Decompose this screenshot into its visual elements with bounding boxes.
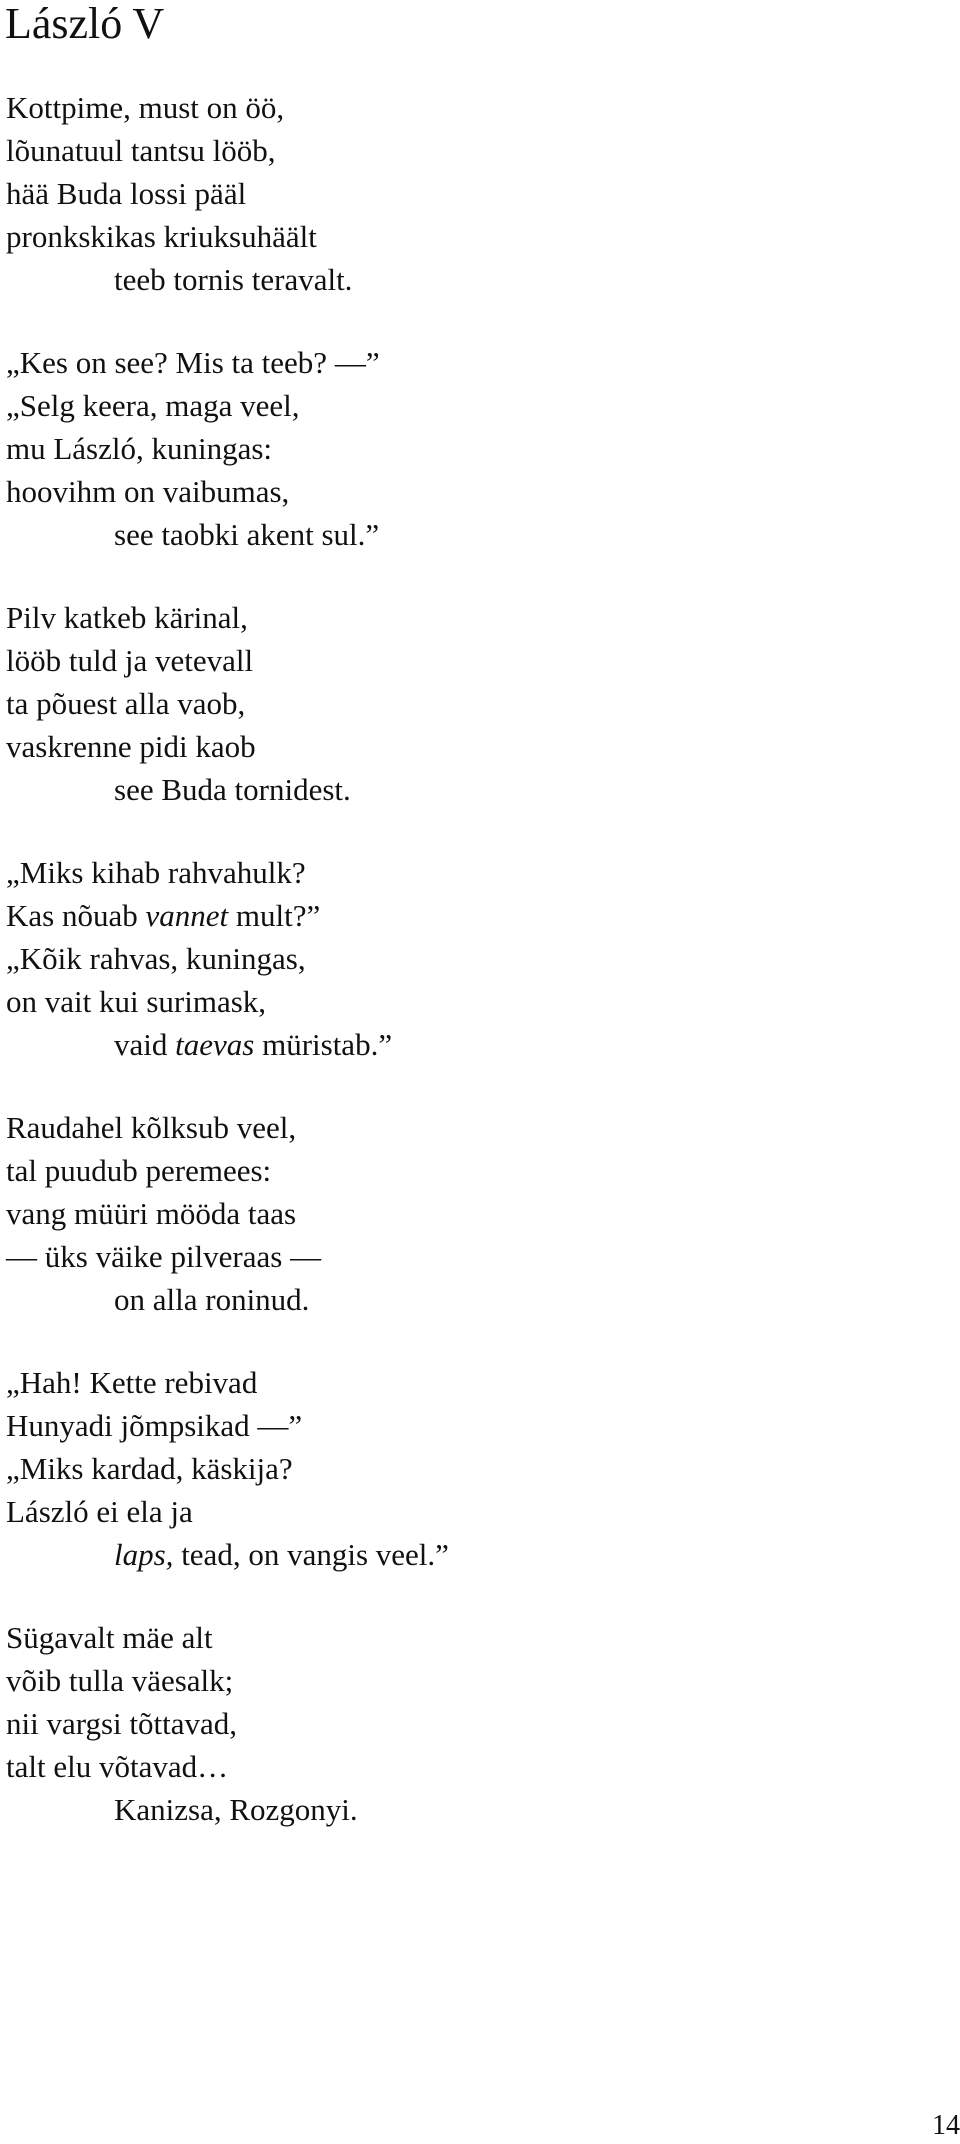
poem-line: lõunatuul tantsu lööb, [6, 133, 276, 168]
poem-line [6, 1533, 946, 1576]
poem-line: pronkskikas kriuksuhäält [6, 219, 317, 254]
poem-line: „Selg keera, maga veel, [6, 388, 300, 423]
poem-line: Sügavalt mäe alt [6, 1620, 213, 1655]
poem-line [6, 1023, 946, 1066]
poem-title: László V [5, 0, 165, 48]
poem-line: „Kes on see? Mis ta teeb? —” [6, 345, 380, 380]
poem-line: tal puudub peremees: [6, 1153, 272, 1188]
line-segment: tead, on vangis veel.” [173, 1537, 449, 1572]
emphasized-word: vannet [145, 898, 229, 933]
line-segment: mult?” [228, 898, 321, 933]
stanza [6, 1106, 946, 1321]
poem-line: nii vargsi tõttavad, [6, 1706, 238, 1741]
poem-line: on vait kui surimask, [6, 984, 267, 1019]
line-segment: müristab.” [254, 1027, 393, 1062]
poem-line: see taobki akent sul.” [114, 517, 380, 552]
poem-line: hää Buda lossi pääl [6, 176, 247, 211]
poem-line: see Buda tornidest. [114, 772, 351, 807]
poem-line: ta põuest alla vaob, [6, 686, 246, 721]
stanza [6, 1361, 946, 1576]
poem-line: „Hah! Kette rebivad [6, 1365, 258, 1400]
poem-line: võib tulla väesalk; [6, 1663, 234, 1698]
poem-line: mu László, kuningas: [6, 431, 273, 466]
poem-line: vang müüri mööda taas [6, 1196, 297, 1231]
line-segment: Kas nõuab [6, 898, 146, 933]
emphasized-word: laps, [114, 1537, 174, 1572]
page-number: 14 [932, 2110, 960, 2141]
poem-line: László ei ela ja [6, 1494, 193, 1529]
emphasized-word: taevas [175, 1027, 255, 1062]
stanza [6, 596, 946, 811]
stanza [6, 86, 946, 301]
poem-line: „Kõik rahvas, kuningas, [6, 941, 306, 976]
poem-line: lööb tuld ja vetevall [6, 643, 254, 678]
poem-line: talt elu võtavad… [6, 1749, 229, 1784]
poem-line: — üks väike pilveraas — [6, 1239, 322, 1274]
poem-line: teeb tornis teravalt. [114, 262, 353, 297]
stanza [6, 851, 946, 1066]
poem-line: Raudahel kõlksub veel, [6, 1110, 297, 1145]
poem-line: Kottpime, must on öö, [6, 90, 285, 125]
stanza [6, 1616, 946, 1831]
line-segment: vaid [114, 1027, 176, 1062]
poem-line: Hunyadi jõmpsikad —” [6, 1408, 303, 1443]
poem-line: on alla roninud. [114, 1282, 310, 1317]
poem-line: „Miks kardad, käskija? [6, 1451, 293, 1486]
poem-line: vaskrenne pidi kaob [6, 729, 256, 764]
stanza [6, 341, 946, 556]
poem-line: Pilv katkeb kärinal, [6, 600, 248, 635]
poem-line: Kanizsa, Rozgonyi. [114, 1792, 358, 1827]
poem-body [6, 86, 946, 1871]
poem-line [6, 894, 946, 937]
poem-line: „Miks kihab rahvahulk? [6, 855, 306, 890]
poem-line: hoovihm on vaibumas, [6, 474, 290, 509]
